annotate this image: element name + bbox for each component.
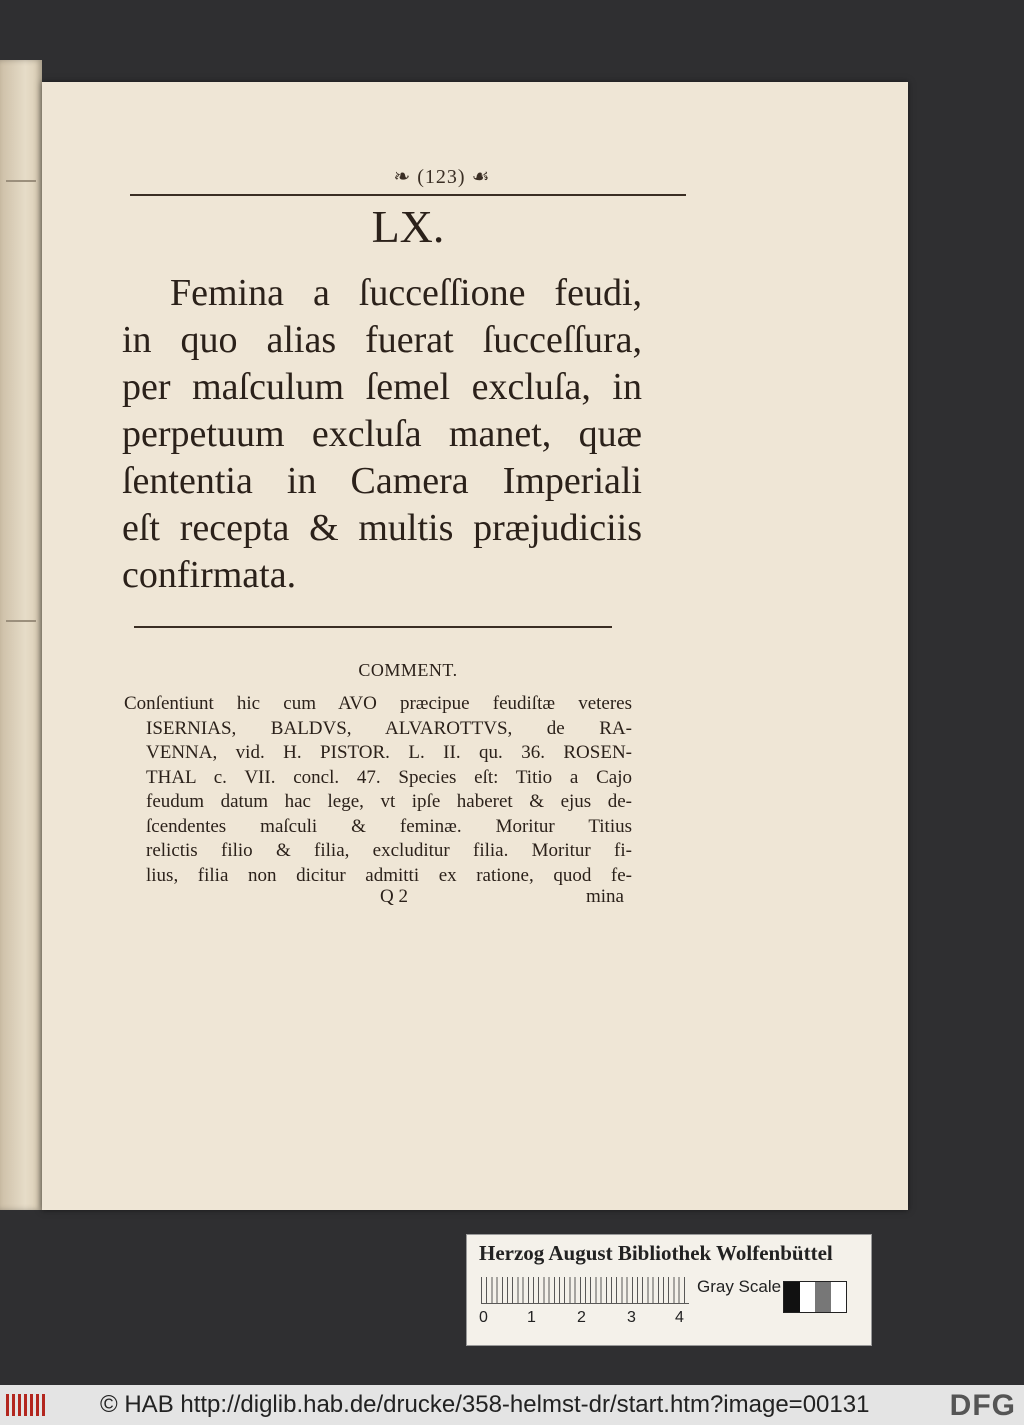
top-rule — [130, 194, 686, 196]
copyright-link[interactable]: © HAB http://diglib.hab.de/drucke/358-helmst-dr/start.htm?image=00131 — [100, 1391, 870, 1418]
comment-line: feudum datum hac lege, vt ipſe haberet & ejus de- — [146, 791, 632, 812]
hab-logo-icon — [6, 1394, 46, 1416]
comment-line: ſcendentes maſculi & feminæ. Moritur Titius — [146, 815, 632, 837]
comment-title: COMMENT. — [358, 660, 458, 680]
signature-mark: Q 2 — [380, 886, 408, 907]
chapter-number: LX. — [371, 201, 445, 252]
running-head — [342, 164, 542, 189]
cm-ruler — [481, 1277, 689, 1304]
comment-line: ISERNIAS, BALDVS, ALVAROTTVS, de RA- — [146, 717, 632, 739]
gray-swatch — [815, 1282, 831, 1312]
previous-page-edge — [0, 60, 42, 1210]
book-page — [42, 82, 908, 1210]
chapter-heading — [122, 270, 642, 599]
color-scale-card — [466, 1234, 872, 1346]
gray-swatch — [784, 1282, 800, 1312]
comment-line: Conſentiunt hic cum AVO præcipue feudiſtæ veteres — [124, 693, 632, 714]
heading-line: ſententia in Camera Imperiali — [122, 460, 642, 502]
ruler-number: 3 — [627, 1309, 636, 1326]
comment-line: lius, filia non dicitur admitti ex ratione, quod fe- — [146, 864, 632, 886]
edge-mark — [6, 620, 36, 622]
page-number: (123) — [417, 166, 466, 188]
ruler-number: 0 — [479, 1309, 488, 1326]
gray-scale-swatches — [783, 1281, 847, 1313]
heading-line: confirmata. — [122, 554, 297, 596]
section-rule — [134, 626, 612, 628]
gray-swatch — [831, 1282, 847, 1312]
ornament-right-icon: ☙ — [465, 166, 491, 188]
gray-swatch — [800, 1282, 816, 1312]
comment-line: THAL c. VII. concl. 47. Species eſt: Titio a Cajo — [146, 766, 632, 788]
footer-bar — [0, 1385, 1024, 1425]
comment-body — [124, 692, 632, 888]
ornament-left-icon: ❧ — [393, 166, 418, 188]
comment-line: relictis filio & filia, excluditur filia. Moritur fi- — [146, 840, 632, 861]
comment-line: VENNA, vid. H. PISTOR. L. II. qu. 36. ROSEN- — [146, 742, 632, 763]
ruler-number: 2 — [577, 1309, 586, 1326]
heading-line: in quo alias fuerat ſucceſſura, — [122, 319, 642, 361]
ruler-number: 1 — [527, 1309, 536, 1326]
heading-line: perpetuum excluſa manet, quæ — [122, 413, 642, 455]
library-name: Herzog August Bibliothek Wolfenbüttel — [479, 1241, 833, 1265]
ruler-number: 4 — [675, 1309, 684, 1326]
gray-scale-label: Gray Scale — [697, 1277, 782, 1296]
heading-line: eſt recepta & multis præjudiciis — [122, 507, 642, 549]
heading-line: per maſculum ſemel excluſa, in — [122, 366, 642, 408]
catchword: mina — [586, 886, 624, 907]
dfg-logo: DFG — [949, 1389, 1016, 1422]
heading-line: Femina a ſucceſſione feudi, — [170, 272, 642, 314]
edge-mark — [6, 180, 36, 182]
